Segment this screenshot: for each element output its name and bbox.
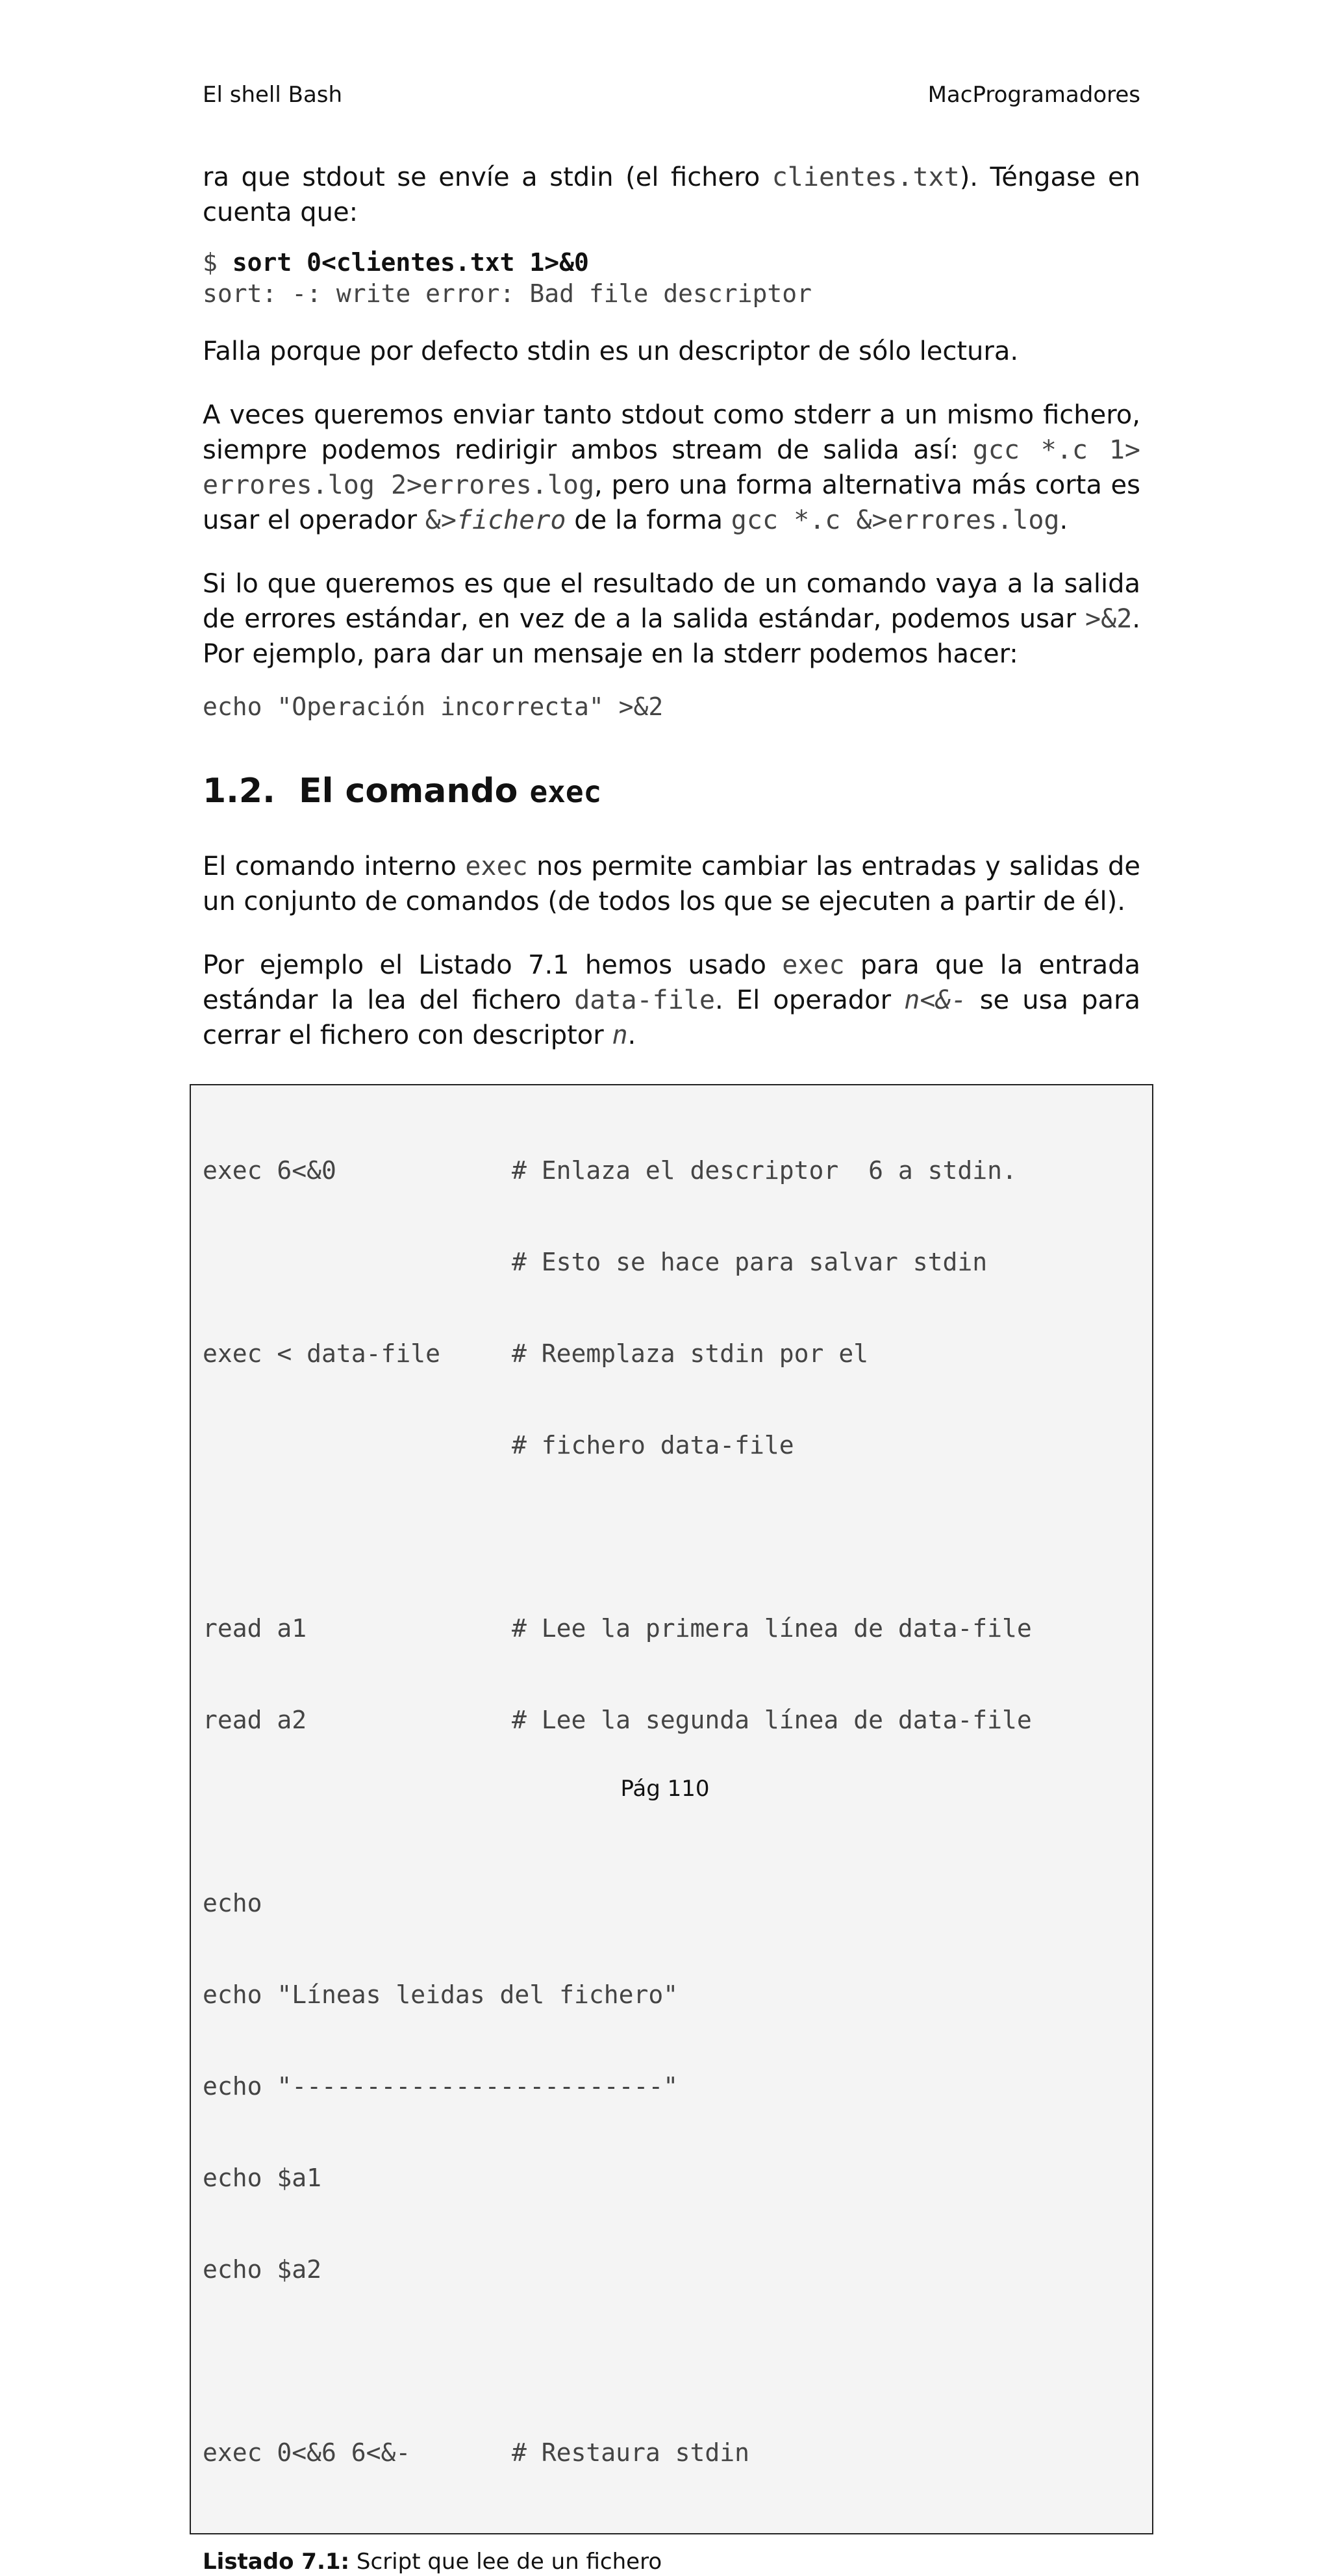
- paragraph-stderr: Si lo que queremos es que el resultado de un comando vaya a la salida de errores estándar, en vez de a la salida estándar, podemos usar >&2. Por ejemplo, para dar un mensaje en la stderr podemos hacer:: [203, 569, 1140, 669]
- paragraph-redirect-both: A veces queremos enviar tanto stdout como stderr a un mismo fichero, siempre podemos redirigir ambos stream de salida así: gcc *.c 1> errores.log 2>errores.log, pero una forma alternativa más corta es usar el operador &>fichero de la forma gcc *.c &>errores.log.: [203, 400, 1140, 535]
- command-text: sort 0<clientes.txt 1>&0: [232, 248, 589, 277]
- running-header-right: MacProgramadores: [927, 82, 1140, 108]
- listing-line: echo "-------------------------": [203, 2072, 679, 2101]
- listing-line: echo $a2: [203, 2255, 322, 2284]
- page-number: Pág 110: [620, 1776, 710, 1802]
- listing-caption: Listado 7.1: Script que lee de un fichero: [203, 2549, 662, 2575]
- section-heading: 1.2. El comando exec: [203, 772, 602, 811]
- inline-code: exec: [782, 950, 845, 980]
- listing-line: # fichero data-file: [512, 1431, 794, 1459]
- listing-line: # Esto se hace para salvar stdin: [512, 1248, 988, 1276]
- code-example-echo: echo "Operación incorrecta" >&2: [203, 692, 664, 721]
- inline-code: data-file: [574, 985, 715, 1015]
- listing-line: exec < data-file # Reemplaza stdin por el: [203, 1339, 869, 1368]
- listing-line: read a1 # Lee la primera línea de data-file: [203, 1614, 1032, 1643]
- page-body: [203, 160, 1140, 2576]
- running-header-left: El shell Bash: [203, 82, 343, 108]
- listing-line: exec 6<&0 # Enlaza el descriptor 6 a stdin.: [203, 1156, 1017, 1185]
- inline-code-italic: n: [612, 1020, 628, 1050]
- inline-code: clientes.txt: [772, 162, 960, 192]
- code-listing: [190, 1084, 1153, 2534]
- inline-code: &>: [425, 505, 457, 535]
- paragraph-exec-intro: El comando interno exec nos permite cambiar las entradas y salidas de un conjunto de comandos (de todos los que se ejecuten a partir de él).: [203, 852, 1140, 916]
- inline-code: gcc *.c 1> errores.log 2>errores.log: [203, 435, 1140, 500]
- command-output: sort: -: write error: Bad file descriptor: [203, 279, 812, 308]
- code-example-sort: $ sort 0<clientes.txt 1>&0 sort: -: write error: Bad file descriptor: [203, 248, 812, 308]
- listing-line: read a2 # Lee la segunda línea de data-file: [203, 1706, 1032, 1734]
- paragraph-falla: Falla porque por defecto stdin es un descriptor de sólo lectura.: [203, 336, 1019, 366]
- inline-code-italic: n<&-: [904, 985, 967, 1015]
- listing-line: [203, 2346, 1140, 2377]
- listing-line: echo: [203, 1889, 262, 1917]
- inline-code: gcc *.c &>errores.log: [731, 505, 1060, 535]
- inline-code: exec: [465, 852, 528, 881]
- paragraph-stdout-stdin: ra que stdout se envíe a stdin (el fichero clientes.txt). Téngase en cuenta que:: [203, 162, 1140, 227]
- inline-code: >&2: [1085, 604, 1133, 634]
- inline-code-italic: fichero: [456, 505, 566, 535]
- listing-line: exec 0<&6 6<&- # Restaura stdin: [203, 2438, 750, 2467]
- listing-line: [203, 1522, 1140, 1552]
- listing-line: echo $a1: [203, 2164, 322, 2192]
- listing-line: echo "Líneas leidas del fichero": [203, 1980, 679, 2009]
- paragraph-exec-example: Por ejemplo el Listado 7.1 hemos usado exec para que la entrada estándar la lea del fichero data-file. El operador n<&- se usa para cerrar el fichero con descriptor n.: [203, 950, 1141, 1050]
